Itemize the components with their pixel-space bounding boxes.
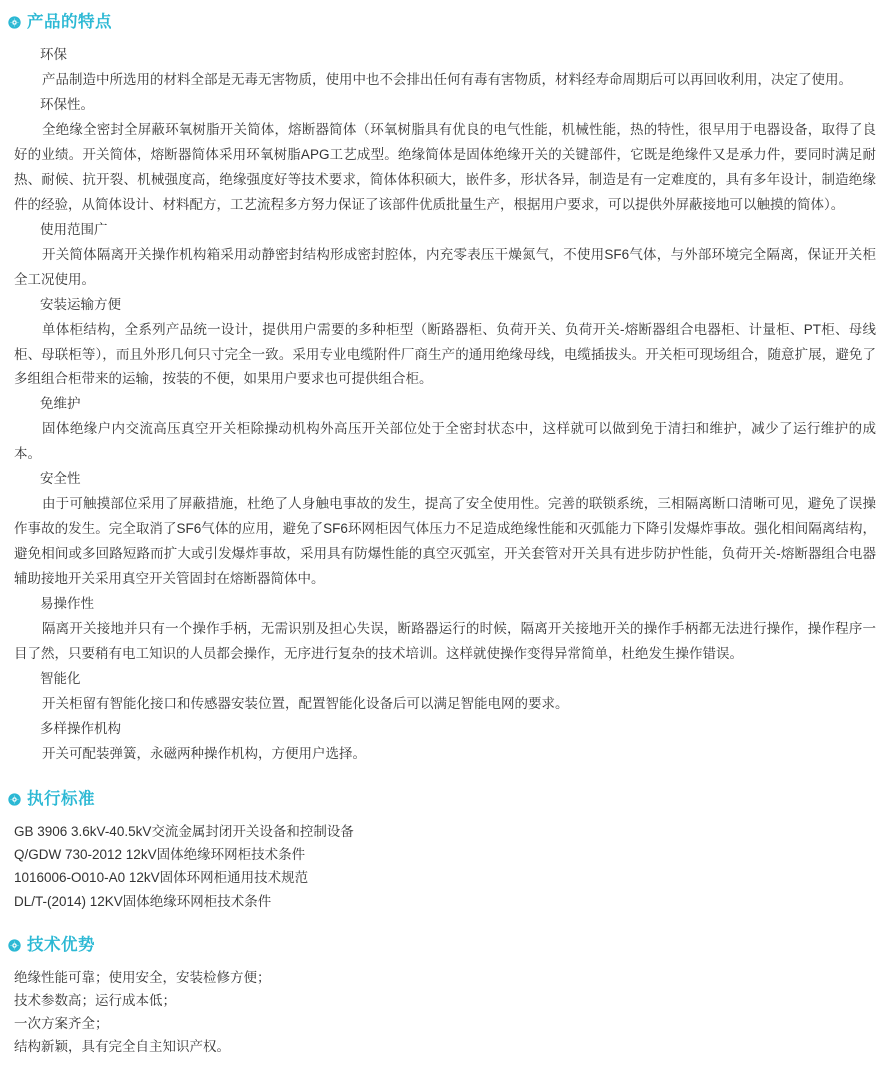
feature-title: 环保 xyxy=(40,46,67,62)
feature-title: 智能化 xyxy=(40,671,81,687)
gear-icon xyxy=(8,793,21,806)
list-item: 绝缘性能可靠；使用安全，安装检修方便； xyxy=(14,969,271,985)
list-item xyxy=(6,667,884,717)
feature-title: 使用范围广 xyxy=(40,221,108,237)
feature-title: 环保性。 xyxy=(40,96,94,112)
section-spacer xyxy=(6,767,884,785)
standards-list xyxy=(6,820,884,913)
feature-body: 开关可配装弹簧，永磁两种操作机构，方便用户选择。 xyxy=(42,746,366,761)
list-item xyxy=(6,293,884,393)
list-item: 1016006-O010-A0 12kV固体环网柜通用技术规范 xyxy=(14,870,309,886)
list-item xyxy=(6,392,884,467)
feature-body: 隔离开关接地并只有一个操作手柄，无需识别及担心失误，断路器运行的时候，隔离开关接地开关的操作手柄都无法进行操作，操作程序一目了然，只要稍有电工知识的人员都会操作，无序进行复杂的技术培训。这样就使操作变得异常简单，杜绝发生操作错误。 xyxy=(14,621,876,662)
list-item xyxy=(6,43,884,93)
feature-body: 由于可触摸部位采用了屏蔽措施，杜绝了人身触电事故的发生，提高了安全使用性。完善的联锁系统，三相隔离断口清晰可见，避免了误操作事故的发生。完全取消了SF6气体的应用，避免了SF6环网柜因气体压力不足造成绝缘性能和灭弧能力下降引发爆炸事故。强化相间隔离结构，避免相间或多回路短路而扩大或引发爆炸事故，采用具有防爆性能的真空灭弧室，开关套管对开关具有进步防护性能，负荷开关-熔断器组合电器辅助接地开关采用真空开关管固封在熔断器简体中。 xyxy=(14,496,876,587)
section-heading-advantages xyxy=(8,931,884,960)
feature-list xyxy=(6,43,884,767)
feature-title: 安全性 xyxy=(40,471,81,487)
advantages-list xyxy=(6,966,884,1059)
list-item: Q/GDW 730-2012 12kV固体绝缘环网柜技术条件 xyxy=(14,847,306,863)
gear-icon xyxy=(8,16,21,29)
list-item xyxy=(6,592,884,667)
list-item: 结构新颖，具有完全自主知识产权。 xyxy=(14,1039,230,1055)
feature-body: 全绝缘全密封全屏蔽环氧树脂开关简体，熔断器简体（环氧树脂具有优良的电气性能，机械性能，热的特性，很早用于电器设备，取得了良好的业绩。开关简体，熔断器简体采用环氧树脂APG工艺成型。绝缘简体是固体绝缘开关的关键部件，它既是绝缘件又是承力件，要同时满足耐热、耐候、抗开裂、机械强度高，绝缘强度好等技术要求，简体体积硕大，嵌件多，形状各异，制造是有一定难度的，具有多年设计，制造绝缘件的经验，从简体设计、材料配方，工艺流程多方努力保证了该部件优质批量生产，根据用户要求，可以提供外屏蔽接地可以触摸的简体）。 xyxy=(14,121,876,212)
section-title-text: 执行标准 xyxy=(27,789,95,808)
gear-icon xyxy=(8,939,21,952)
list-item: 一次方案齐全； xyxy=(14,1016,109,1032)
feature-body: 产品制造中所选用的材料全部是无毒无害物质，使用中也不会排出任何有毒有害物质，材料经寿命周期后可以再回收利用，决定了使用。 xyxy=(42,71,852,87)
list-item: DL/T-(2014) 12KV固体绝缘环网柜技术条件 xyxy=(14,893,272,909)
feature-title: 安装运输方便 xyxy=(40,296,121,312)
feature-body: 固体绝缘户内交流高压真空开关柜除操动机构外高压开关部位处于全密封状态中，这样就可以做到免于清扫和维护，减少了运行维护的成本。 xyxy=(14,421,876,462)
list-item: GB 3906 3.6kV-40.5kV交流金属封闭开关设备和控制设备 xyxy=(14,823,354,839)
feature-body: 单体柜结构，全系列产品统一设计，提供用户需要的多种柜型（断路器柜、负荷开关、负荷开关-熔断器组合电器柜、计量柜、PT柜、母线柜、母联柜等），而且外形几何只寸完全一致。采用专业电缆附件厂商生产的通用绝缘母线，电缆插拔头。开关柜可现场组合，随意扩展，避免了多组组合柜带来的运输，按装的不便，如果用户要求也可提供组合柜。 xyxy=(14,321,876,387)
feature-body: 开关简体隔离开关操作机构箱采用动静密封结构形成密封腔体，内充零表压干燥氮气，不使用SF6气体，与外部环境完全隔离，保证开关柜全工况使用。 xyxy=(14,246,876,287)
feature-title: 易操作性 xyxy=(40,596,94,612)
section-title-text: 技术优势 xyxy=(27,935,95,954)
list-item: 技术参数高；运行成本低； xyxy=(14,992,176,1008)
section-heading-standards xyxy=(8,785,884,814)
section-title-text: 产品的特点 xyxy=(27,13,112,31)
list-item xyxy=(6,467,884,592)
list-item xyxy=(6,93,884,218)
feature-body: 开关柜留有智能化接口和传感器安装位置，配置智能化设备后可以满足智能电网的要求。 xyxy=(42,696,569,712)
list-item xyxy=(6,218,884,293)
section-spacer xyxy=(6,913,884,931)
section-heading-features xyxy=(8,8,884,37)
feature-title: 免维护 xyxy=(40,396,81,412)
feature-title: 多样操作机构 xyxy=(40,721,121,737)
list-item xyxy=(6,717,884,767)
